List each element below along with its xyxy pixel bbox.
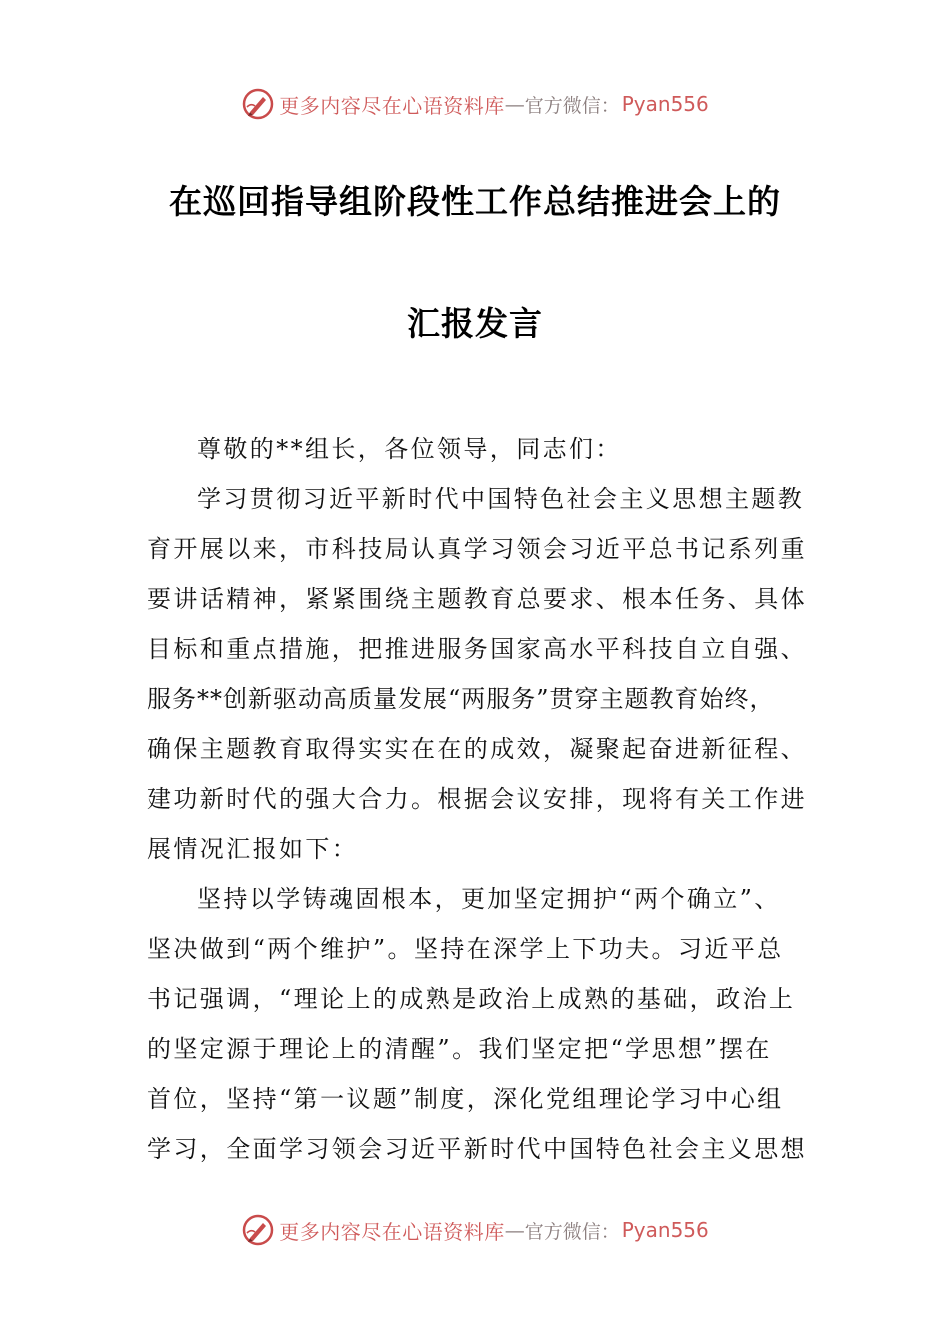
body-line: 要讲话精神，紧紧围绕主题教育总要求、根本任务、具体 bbox=[147, 585, 807, 613]
body-line: 目标和重点措施，把推进服务国家高水平科技自立自强、 bbox=[147, 635, 807, 663]
body-line: 育开展以来，市科技局认真学习领会习近平总书记系列重 bbox=[147, 535, 807, 563]
banner-wechat-label: 官方微信： bbox=[524, 94, 620, 117]
document-title-line-1: 在巡回指导组阶段性工作总结推进会上的 bbox=[169, 182, 781, 221]
body-line: 服务**创新驱动高质量发展“两服务”贯穿主题教育始终， bbox=[147, 685, 775, 713]
banner-text: 更多内容尽在心语资料库 bbox=[279, 1219, 505, 1244]
header-watermark-banner bbox=[0, 84, 950, 124]
body-line: 坚决做到“两个维护”。坚持在深学上下功夫。习近平总 bbox=[147, 935, 784, 963]
body-line: 建功新时代的强大合力。根据会议安排，现将有关工作进 bbox=[147, 785, 807, 813]
body-line: 坚持以学铸魂固根本，更加坚定拥护“两个确立”、 bbox=[197, 885, 781, 913]
body-line: 学习贯彻习近平新时代中国特色社会主义思想主题教 bbox=[197, 485, 805, 513]
banner-separator: — bbox=[504, 1218, 525, 1242]
pen-logo-icon bbox=[241, 87, 275, 121]
body-line: 首位，坚持“第一议题”制度，深化党组理论学习中心组 bbox=[147, 1085, 784, 1113]
body-line: 学习，全面学习领会习近平新时代中国特色社会主义思想 bbox=[147, 1135, 807, 1163]
banner-wechat-label: 官方微信： bbox=[524, 1220, 620, 1243]
document-title-line-2: 汇报发言 bbox=[407, 304, 543, 343]
body-line: 展情况汇报如下： bbox=[147, 835, 359, 863]
body-line: 确保主题教育取得实实在在的成效，凝聚起奋进新征程、 bbox=[147, 735, 807, 763]
banner-wechat-id: Pyan556 bbox=[621, 92, 709, 116]
body-line: 书记强调，“理论上的成熟是政治上成熟的基础，政治上 bbox=[147, 985, 796, 1013]
document-body bbox=[147, 424, 807, 1174]
footer-watermark-banner bbox=[0, 1210, 950, 1250]
banner-separator: — bbox=[504, 92, 525, 116]
banner-wechat-id: Pyan556 bbox=[621, 1218, 709, 1242]
pen-logo-icon bbox=[241, 1213, 275, 1247]
banner-text: 更多内容尽在心语资料库 bbox=[279, 93, 505, 118]
salutation: 尊敬的**组长，各位领导，同志们： bbox=[197, 435, 622, 463]
body-line: 的坚定源于理论上的清醒”。我们坚定把“学思想”摆在 bbox=[147, 1035, 772, 1063]
